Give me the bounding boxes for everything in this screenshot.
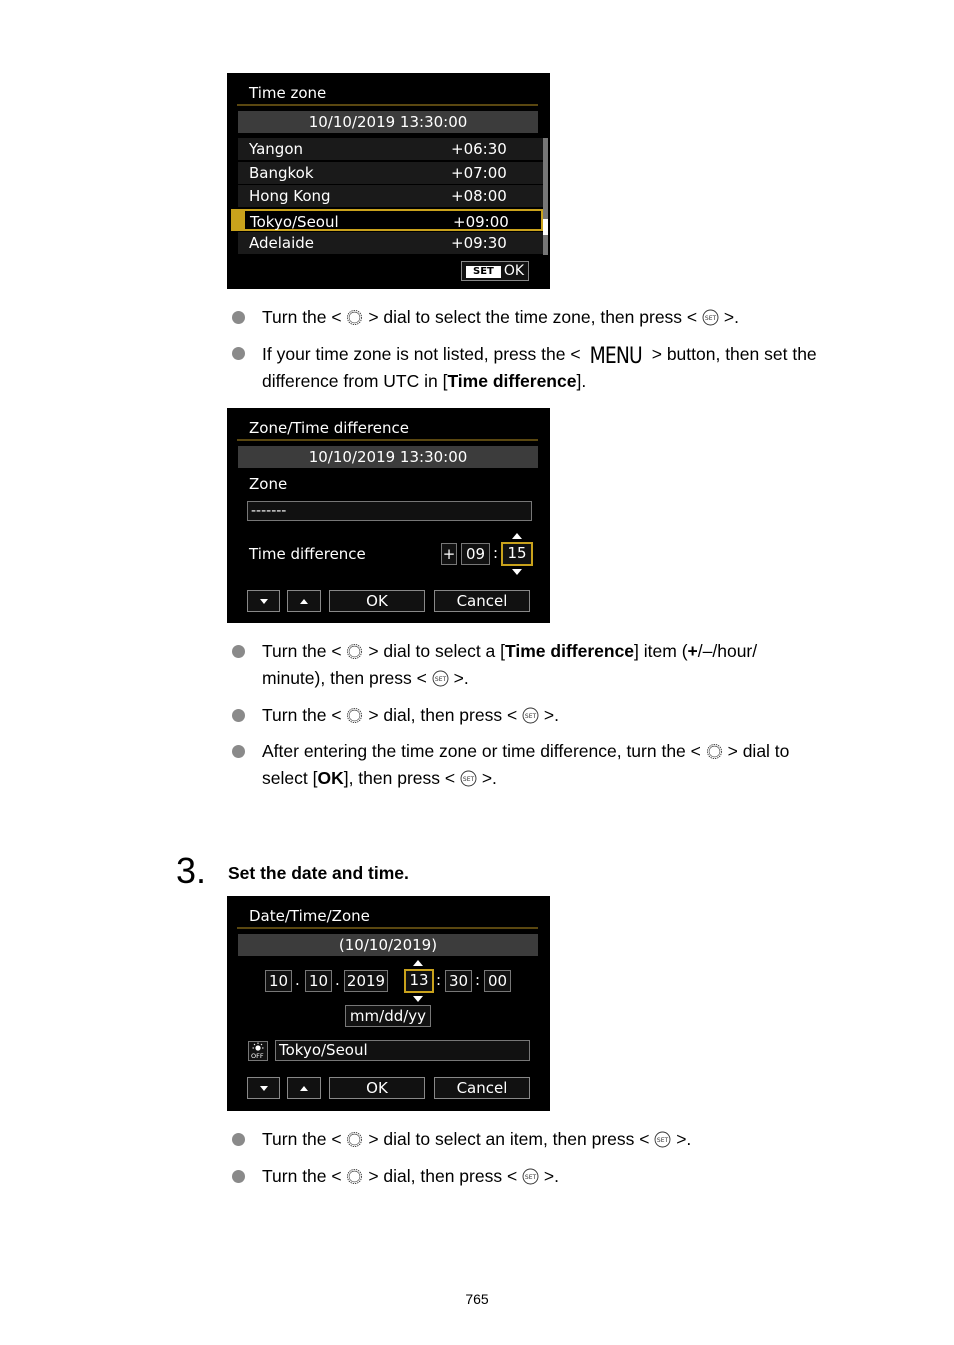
set-button-icon [460,770,477,787]
zone-row-hong-kong[interactable] [238,185,543,208]
colon-separator: : [436,971,442,989]
text: > dial, then press < [363,705,523,725]
second-field[interactable]: 00 [484,970,511,992]
quick-control-dial-icon [346,309,363,326]
dst-off-text: OFF [251,1052,264,1060]
bullet-dot [232,1133,245,1146]
ok-item-name: OK [317,768,344,788]
quick-control-dial-icon [346,1168,363,1185]
colon-separator: : [493,544,499,562]
menu-item-name: Time difference [447,371,577,391]
chevron-down-icon [260,599,268,604]
time-difference-label: Time difference [249,545,366,563]
current-datetime: 10/10/2019 13:30:00 [238,111,538,133]
zone-field[interactable]: ------- [247,501,532,521]
menu-item-name: Time difference [505,641,635,661]
bullet-dot [232,745,245,758]
scroll-up-button[interactable] [287,590,321,612]
zone-name: Adelaide [249,234,315,252]
zone-offset: +08:00 [451,187,507,205]
title-rule [237,439,538,441]
text: >. [476,768,497,788]
text: ]. [576,371,587,391]
colon-separator: : [475,971,481,989]
ok-button[interactable]: OK [329,590,425,612]
text: difference from UTC in [ [262,371,448,391]
increment-arrow-icon[interactable] [413,960,423,966]
title-rule [237,927,538,929]
text: > dial to select the time zone, then press < [363,307,702,327]
text: > dial to [722,741,790,761]
text: select [ [262,768,318,788]
menu-button-icon: MENU [590,344,643,369]
text: Turn the < [262,1166,347,1186]
set-button-icon [432,670,449,687]
screen-title: Zone/Time difference [249,419,410,437]
zone-label: Zone [249,475,288,493]
bullet-dot [232,1170,245,1183]
date-time-zone-screen [227,896,550,1111]
chevron-down-icon [260,1086,268,1091]
quick-control-dial-icon [346,643,363,660]
text: Turn the < [262,307,347,327]
text: > button, then set the [646,344,817,364]
text: >. [539,1166,559,1186]
decrement-arrow-icon[interactable] [413,996,423,1002]
cancel-button[interactable]: Cancel [434,1077,530,1099]
zone-name: Hong Kong [249,187,331,205]
text: >. [448,668,469,688]
plus-sign: + [687,641,698,661]
zone-time-difference-screen [227,408,550,623]
set-button-icon [522,707,539,724]
minute-offset-field[interactable]: 15 [501,542,533,566]
text: >. [719,307,739,327]
zone-offset: +09:30 [451,234,507,252]
scrollbar-track[interactable] [543,138,548,255]
scroll-down-button[interactable] [247,590,280,612]
zone-offset: +07:00 [451,164,507,182]
year-field[interactable]: 2019 [344,970,388,992]
bullet-dot [232,311,245,324]
text: >. [539,705,559,725]
zone-name: Tokyo/Seoul [250,213,339,231]
instruction-zone-not-listed [262,341,817,395]
cancel-button[interactable]: Cancel [434,590,530,612]
chevron-up-icon [300,1086,308,1091]
text: > dial to select a [ [363,641,506,661]
decrement-arrow-icon[interactable] [512,569,522,575]
dot-separator: . [295,971,300,989]
step-number: 3. [176,850,207,891]
screen-title: Time zone [249,84,327,102]
increment-arrow-icon[interactable] [512,533,522,539]
daylight-saving-icon[interactable] [248,1041,268,1061]
text: minute), then press < [262,668,432,688]
set-button-icon [702,309,719,326]
scrollbar-thumb[interactable] [543,219,548,235]
zone-offset: +06:30 [451,140,507,158]
minute-field[interactable]: 30 [445,970,472,992]
dot-separator: . [335,971,340,989]
text: > dial, then press < [363,1166,523,1186]
text: Turn the < [262,705,347,725]
bullet-dot [232,347,245,360]
instruction-select-zone [262,304,739,331]
text: After entering the time zone or time difference, turn the < [262,741,706,761]
ok-button[interactable]: OK [329,1077,425,1099]
time-zone-field[interactable]: Tokyo/Seoul [275,1040,530,1061]
text: If your time zone is not listed, press the < [262,344,586,364]
quick-control-dial-icon [346,707,363,724]
instruction-select-ok [262,738,789,792]
text: Turn the < [262,1129,347,1149]
bullet-dot [232,709,245,722]
set-ok-button[interactable] [461,261,529,281]
day-field[interactable]: 10 [305,970,332,992]
date-format-field[interactable]: mm/dd/yy [345,1005,431,1027]
hour-offset-field[interactable]: 09 [461,543,490,565]
page-number: 765 [465,1291,489,1307]
scroll-up-button[interactable] [287,1077,321,1099]
title-rule [237,104,538,106]
time-zone-screen [227,73,550,289]
instruction-turn-dial-press [262,1163,559,1190]
ok-label: OK [503,263,525,279]
zone-row-adelaide[interactable] [238,232,543,255]
instruction-select-item [262,1126,691,1153]
step-title: Set the date and time. [228,863,409,883]
zone-name: Yangon [249,140,304,158]
set-button-icon [522,1168,539,1185]
scroll-down-button[interactable] [247,1077,280,1099]
zone-row-bangkok[interactable] [238,162,543,185]
text: ] item ( [634,641,688,661]
zone-offset: +09:00 [453,213,509,231]
bullet-dot [232,645,245,658]
hour-field[interactable]: 13 [404,969,434,993]
quick-control-dial-icon [346,1131,363,1148]
current-datetime: 10/10/2019 13:30:00 [238,446,538,468]
instruction-turn-dial-press [262,702,559,729]
quick-control-dial-icon [706,743,723,760]
screen-title: Date/Time/Zone [249,907,370,925]
zone-row-yangon[interactable] [238,138,543,161]
set-button-icon [654,1131,671,1148]
sign-field[interactable]: + [442,545,456,563]
chevron-up-icon [300,599,308,604]
text: >. [671,1129,692,1149]
zone-name: Bangkok [249,164,314,182]
text: > dial to select an item, then press < [363,1129,655,1149]
set-chip-label: SET [466,266,501,278]
text: /–/hour/ [697,641,758,661]
text: Turn the < [262,641,347,661]
text: ], then press < [343,768,460,788]
zone-row-tokyo-seoul[interactable] [243,209,543,231]
month-field[interactable]: 10 [265,970,292,992]
instruction-select-time-difference-item [262,638,757,692]
date-display: (10/10/2019) [238,934,538,956]
selection-marker [231,209,243,231]
